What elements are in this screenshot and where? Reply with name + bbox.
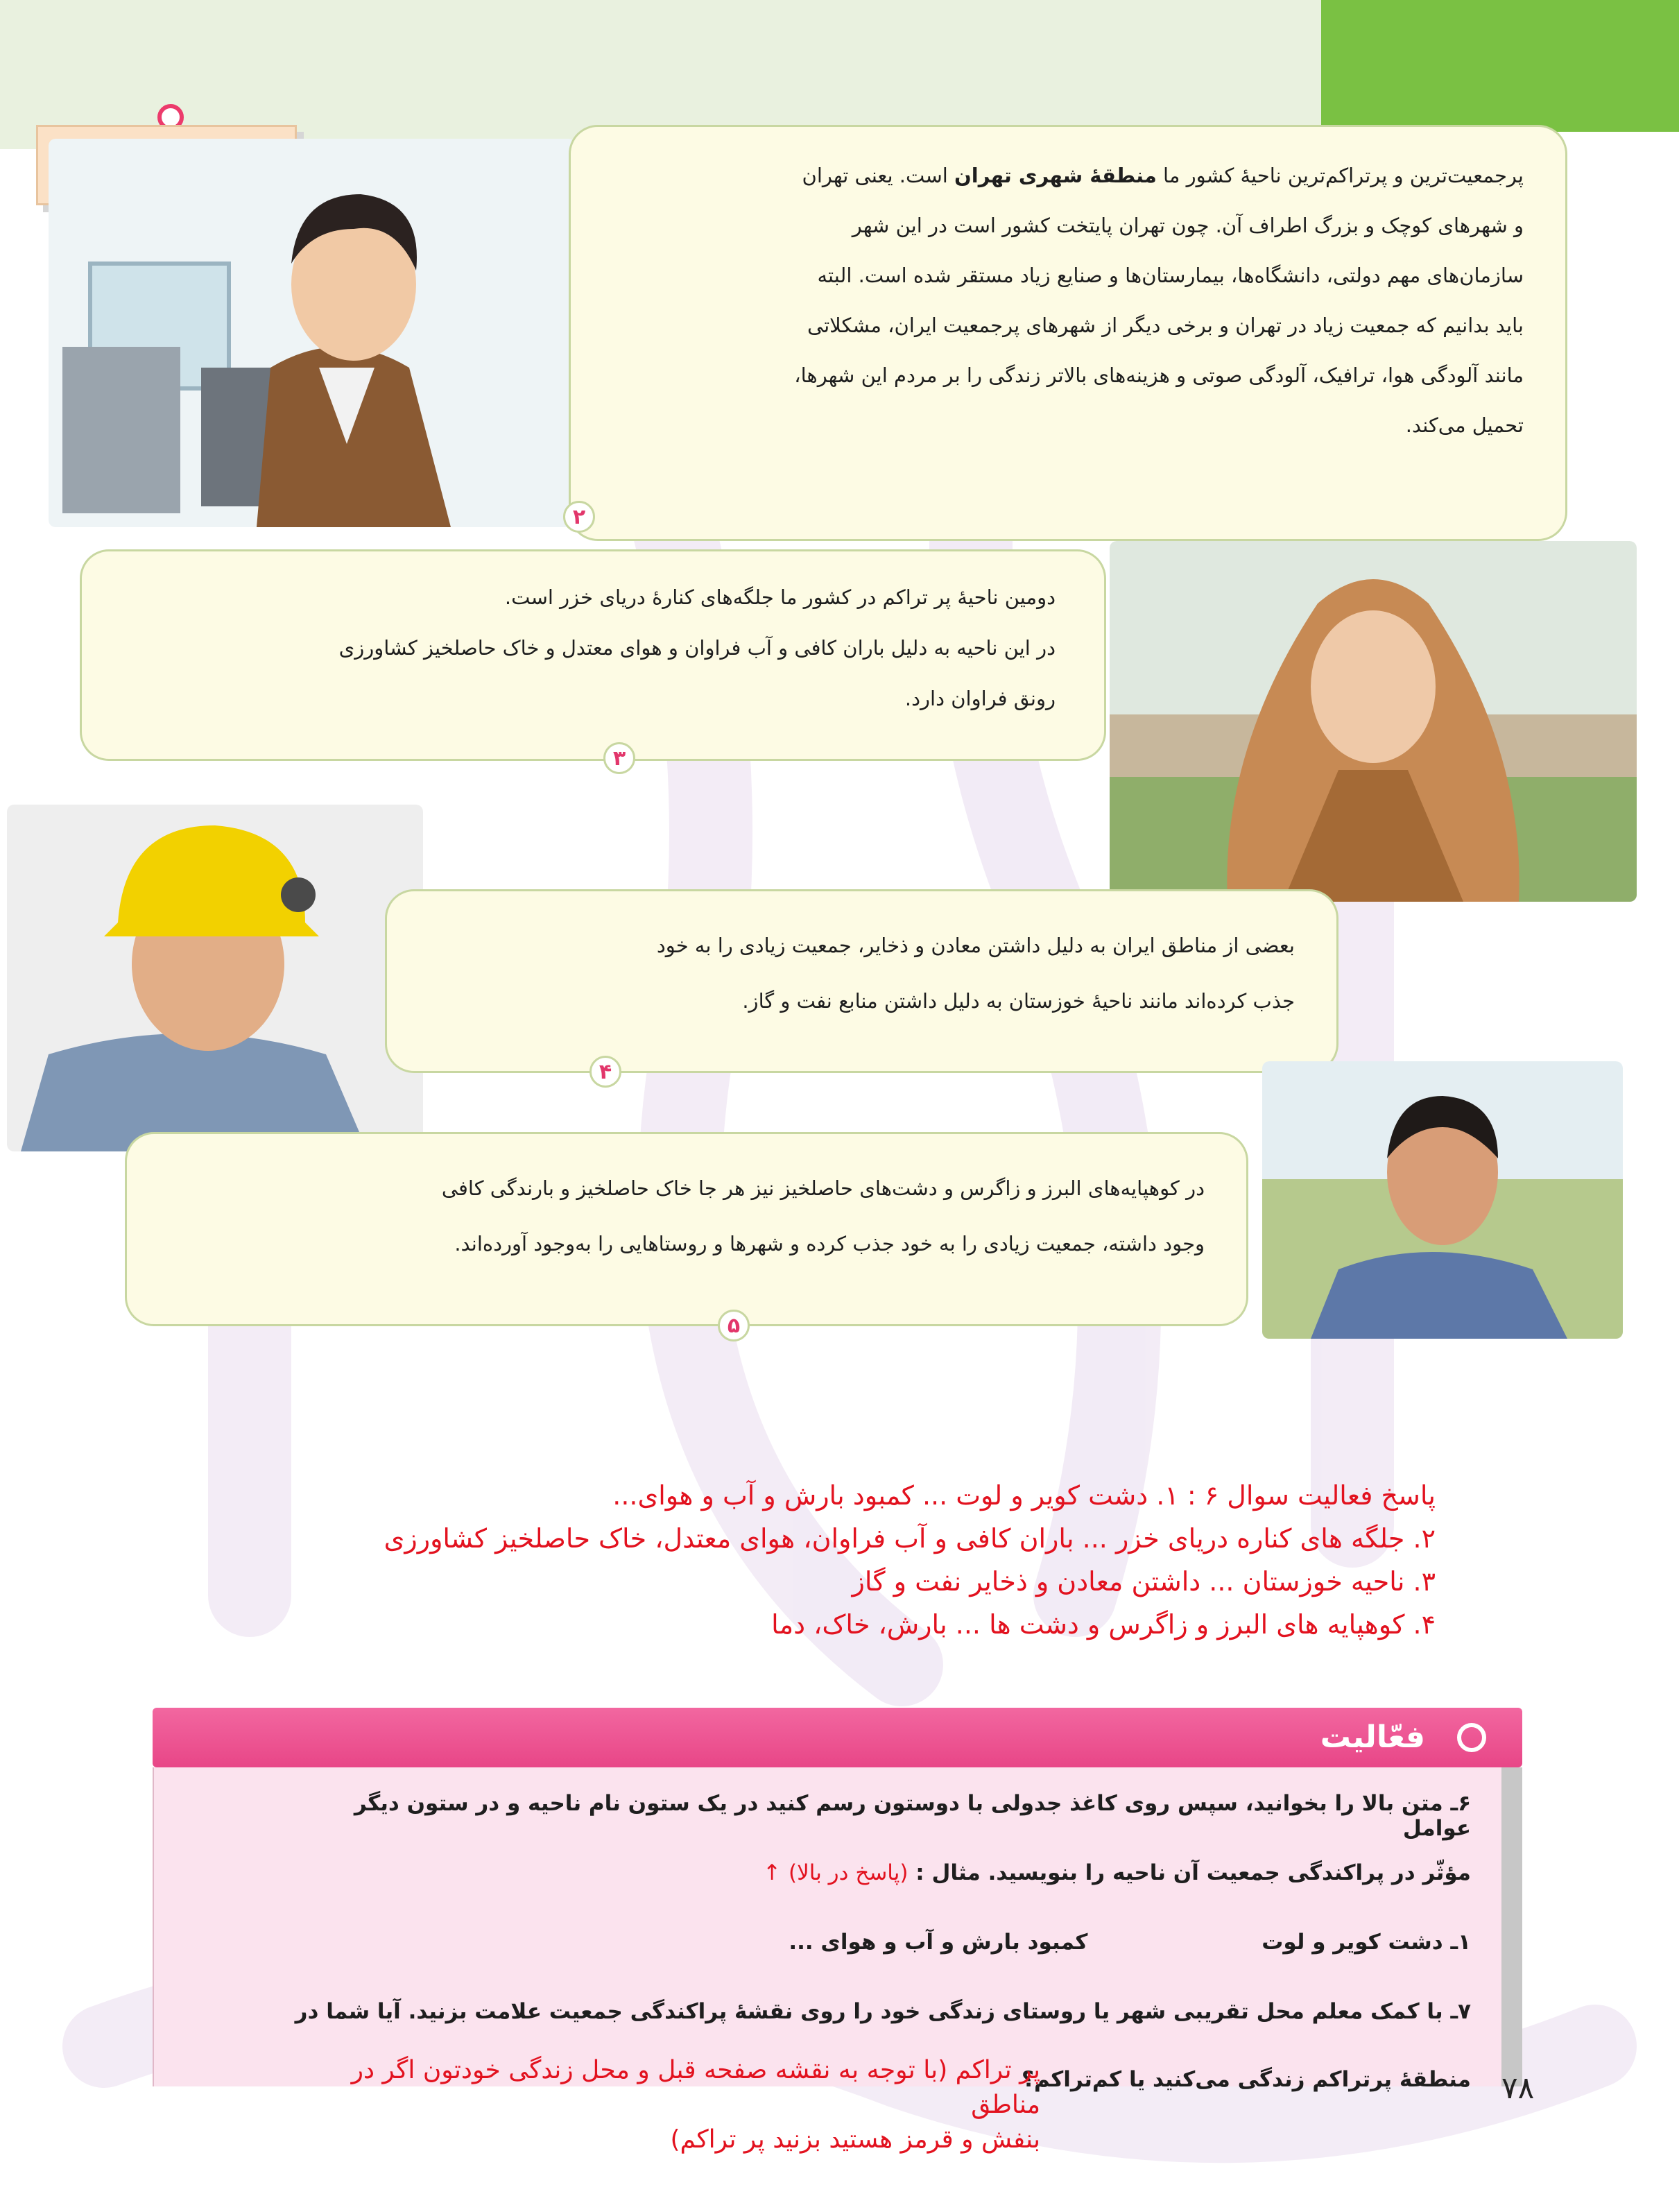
answer-line-2: ۲. جلگه های کناره دریای خزر ... باران کافی و آب فراوان، هوای معتدل، خاک حاصلخیز کشاورزی [384,1523,1436,1554]
up-arrow-icon: ↑ [763,1860,782,1885]
q7-line-1: ۷ـ با کمک معلم محل تقریبی شهر یا روستای زندگی خود را روی نقشهٔ پراکندگی جمعیت علامت بزنید. آیا شما در [295,1999,1471,2024]
farmer-man-illustration [1262,1061,1623,1339]
miner-illustration [7,805,423,1151]
q6-line-2 [292,1860,1471,1885]
activity-title: فعّالیت [1320,1720,1425,1755]
office-man-illustration [49,139,576,527]
top-green-block [1321,0,1679,132]
q6-red-answer: (پاسخ در بالا) [788,1860,909,1885]
speech-bubble-khuzestan [385,889,1338,1073]
q7-line-2: منطقهٔ پرتراکم زندگی می‌کنید یا کم‌تراکم؟ [1021,2067,1471,2092]
bubble-1-line-1: پرجمعیت‌ترین و پرتراکم‌ترین ناحیهٔ کشور ما منطقهٔ شهری تهران است. یعنی تهران [802,164,1524,187]
bubble-number-2: ۲ [563,501,595,533]
bubble-2-line-1: دومین ناحیهٔ پر تراکم در کشور ما جلگه‌های کنارهٔ دریای خزر است. [504,585,1056,609]
bubble-3-line-2: جذب کرده‌اند مانند ناحیهٔ خوزستان به دلیل داشتن منابع نفت و گاز. [742,989,1295,1013]
q7-red-line-2: بنفش و قرمز هستید بزنید پر تراکم) [670,2125,1040,2154]
q6-line-2-text: مؤثّر در پراکندگی جمعیت آن ناحیه را بنویسید. مثال : [915,1860,1471,1885]
answer-line-3: ۳. ناحیه خوزستان ... داشتن معادن و ذخایر نفت و گاز [852,1566,1436,1597]
woman-north-illustration [1110,541,1637,902]
page-number: ۷۸ [1501,2070,1535,2106]
bubble-1-line-4: باید بدانیم که جمعیت زیاد در تهران و برخی دیگر از شهرهای پرجمعیت ایران، مشکلاتی [807,314,1524,337]
q7-red-answer [277,2053,1456,2157]
bubble-4-line-1: در کوهپایه‌های البرز و زاگرس و دشت‌های حاصلخیز نیز هر جا خاک حاصلخیز و بارندگی کافی [441,1176,1205,1200]
bubble-2-line-2: در این ناحیه به دلیل باران کافی و آب فراوان و هوای معتدل و خاک حاصلخیز کشاورزی [338,636,1056,660]
bubble-1-line-3: سازمان‌های مهم دولتی، دانشگاه‌ها، بیمارستان‌ها و صنایع زیاد مستقر شده است. البته [817,264,1524,287]
example-region: ۱ـ دشت کویر و لوت [1262,1930,1471,1955]
q7-red-line-1: پر تراکم (با توجه به نقشه صفحه قبل و محل زندگی خودتون اگر در مناطق [351,2056,1040,2119]
activity-header-bar [153,1708,1522,1767]
activity-circle-icon [1457,1723,1486,1752]
speech-bubble-mountains [125,1132,1248,1326]
activity-answer-notes [187,1474,1436,1646]
answer-line-1: پاسخ فعالیت سوال ۶ : ۱. دشت کویر و لوت ... کمبود بارش و آب و هوای... [612,1480,1436,1511]
bubble-4-line-2: وجود داشته، جمعیت زیادی را به خود جذب کرده و شهرها و روستاهایی را به‌وجود آورده‌اند. [454,1232,1205,1255]
bubble-3-line-1: بعضی از مناطق ایران به دلیل داشتن معادن و ذخایر، جمعیت زیادی را به خود [656,934,1295,957]
bubble-1-line-2: و شهرهای کوچک و بزرگ اطراف آن. چون تهران پایتخت کشور است در این شهر [852,214,1524,237]
speech-bubble-tehran [569,125,1567,541]
example-factor: کمبود بارش و آب و هوای ... [789,1930,1088,1955]
bubble-2-line-3: رونق فراوان دارد. [904,687,1056,710]
bubble-1-line-5: مانند آلودگی هوا، ترافیک، آلودگی صوتی و هزینه‌های بالاتر زندگی را بر مردم این شهرها، [794,363,1524,387]
bubble-1-line-6: تحمیل می‌کند. [1405,413,1524,437]
activity-shadow [1501,1767,1522,2086]
example-row [292,1930,1471,1955]
bubble-number-5: ۵ [718,1310,750,1341]
bubble-number-4: ۴ [589,1056,621,1088]
answer-line-4: ۴. کوهپایه های البرز و زاگرس و دشت ها ... بارش، خاک، دما [771,1609,1436,1640]
speech-bubble-caspian [80,549,1106,761]
bubble-number-3: ۳ [603,742,635,774]
q6-line-1: ۶ـ متن بالا را بخوانید، سپس روی کاغذ جدولی با دوستون رسم کنید در یک ستون نام ناحیه و در ستون دیگر عوامل [354,1791,1471,1841]
